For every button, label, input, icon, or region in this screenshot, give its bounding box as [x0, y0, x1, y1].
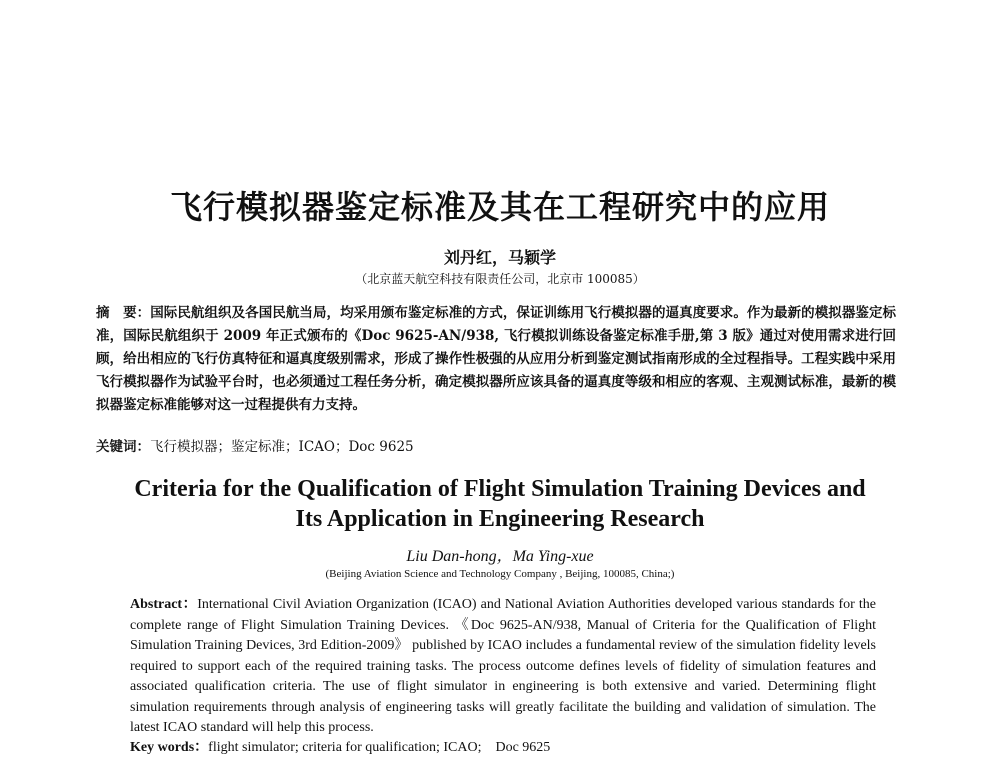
chinese-title: 飞行模拟器鉴定标准及其在工程研究中的应用 [169, 188, 830, 226]
english-abstract-label: Abstract： [130, 597, 198, 612]
chinese-keywords [96, 437, 896, 457]
english-affiliation: (Beijing Aviation Science and Technology Company , Beijing, 100085, China;) [325, 568, 675, 580]
english-abstract-text: International Civil Aviation Organization (ICAO) and National Aviation Authorities developed various standards for the complete range of Flight Simulation Training Devices. 《Doc 9625-AN/938, Manual of Criteria for the Qualification of Flight Simulation Training Devices, 3rd Edition-2009》 published by ICAO includes a fundamental review of the simulation fidelity levels required to support each of the required training tasks. The process outcome defines levels of fidelity of simulation features and associated qualification criteria. The use of flight simulator in engineering is both extensive and varied. Determining flight simulation requirements through analysis of engineering tasks will greatly facilitate the building and validation of simulation. The latest ICAO standard will help this process. [130, 597, 876, 735]
chinese-keywords-label: 关键词： [96, 439, 150, 455]
chinese-abstract-text: 国际民航组织及各国民航当局，均采用颁布鉴定标准的方式，保证训练用飞行模拟器的逼真度要求。作为最新的模拟器鉴定标准，国际民航组织于 2009 年正式颁布的《Doc 9625-AN/938, 飞行模拟训练设备鉴定标准手册,第 3 版》通过对使用需求进行回顾，给出相应的飞行仿真特征和逼真度级别需求，形成了操作性极强的从应用分析到鉴定测试指南形成的全过程指导。工程实践中采用飞行模拟器作为试验平台时，也必须通过工程任务分析，确定模拟器所应该具备的逼真度等级和相应的客观、主观测试标准，最新的模拟器鉴定标准能够对这一过程提供有力支持。 [96, 305, 897, 413]
chinese-abstract [96, 302, 896, 417]
english-keywords [130, 739, 876, 757]
english-title [0, 474, 1000, 534]
chinese-keywords-text: 飞行模拟器；鉴定标准；ICAO；Doc 9625 [150, 439, 414, 455]
english-keywords-text: flight simulator; criteria for qualification; ICAO; Doc 9625 [208, 740, 551, 755]
english-abstract [130, 595, 876, 739]
chinese-affiliation: （北京蓝天航空科技有限责任公司，北京市 100085） [355, 272, 645, 286]
chinese-authors: 刘丹红，马颖学 [443, 248, 556, 267]
english-title-line-2: Its Application in Engineering Research [295, 506, 705, 532]
chinese-abstract-label: 摘 要： [96, 305, 151, 321]
english-authors: Liu Dan-hong，Ma Ying-xue [406, 548, 594, 565]
english-keywords-label: Key words： [130, 740, 209, 755]
english-title-line-1: Criteria for the Qualification of Flight Simulation Training Devices and [134, 476, 866, 502]
